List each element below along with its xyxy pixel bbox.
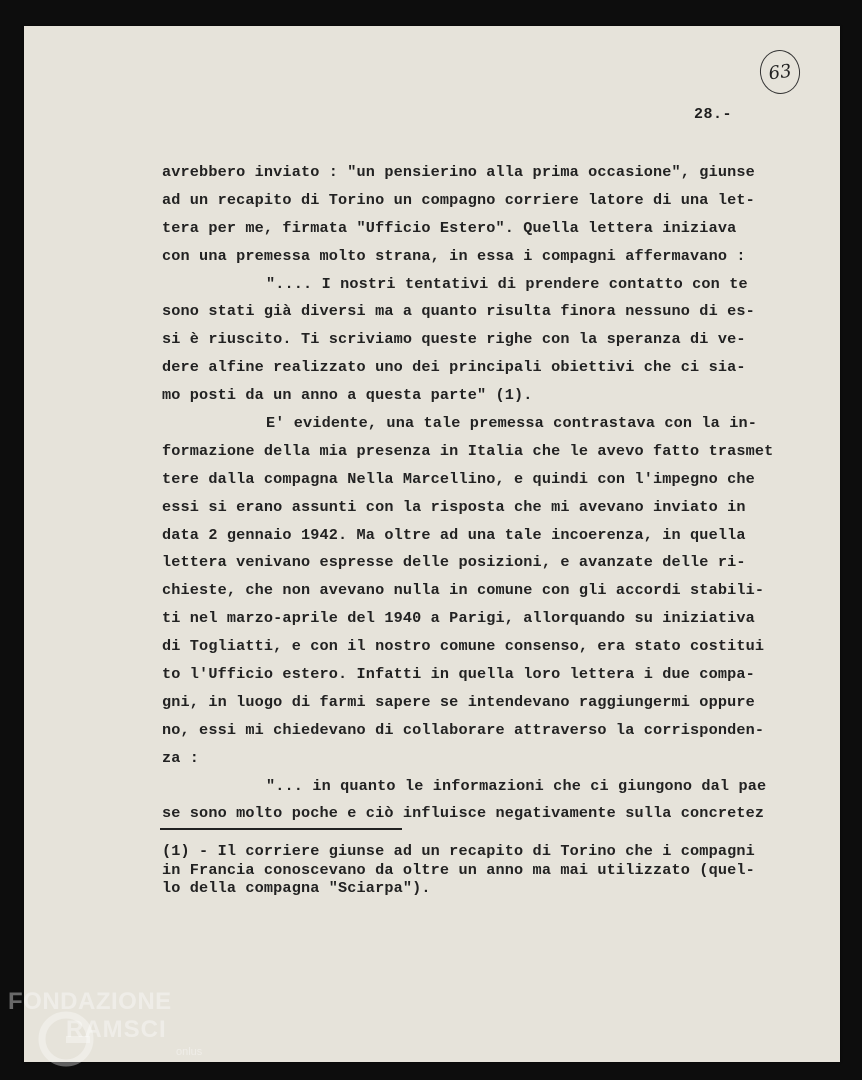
text-line-quote-start: ".... I nostri tentativi di prendere contatto con te xyxy=(266,274,748,293)
text-line: tera per me, firmata "Ufficio Estero". Quella lettera iniziava xyxy=(162,218,737,237)
footnote-line: lo della compagna "Sciarpa"). xyxy=(162,879,431,897)
page-number: 28.- xyxy=(694,106,733,123)
text-line: dere alfine realizzato uno dei principali obiettivi che ci sia- xyxy=(162,358,746,377)
watermark-line1: FONDAZIONE xyxy=(8,988,172,1015)
text-line: to l'Ufficio estero. Infatti in quella loro lettera i due compa- xyxy=(162,665,755,684)
text-line: se sono molto poche e ciò influisce negativamente sulla concretez xyxy=(162,804,765,823)
text-line: ti nel marzo-aprile del 1940 a Parigi, allorquando su iniziativa xyxy=(162,609,755,628)
text-line: mo posti da un anno a questa parte" (1). xyxy=(162,386,533,405)
fondazione-gramsci-watermark xyxy=(8,988,238,1078)
text-line-quote-start: "... in quanto le informazioni che ci giungono dal pae xyxy=(266,776,767,795)
watermark-line2: RAMSCI xyxy=(66,1016,167,1043)
text-line: no, essi mi chiedevano di collaborare attraverso la corrisponden- xyxy=(162,720,765,739)
text-line: con una premessa molto strana, in essa i compagni affermavano : xyxy=(162,246,746,265)
archive-number: 63 xyxy=(767,60,793,84)
text-line: essi si erano assunti con la risposta che mi avevano inviato in xyxy=(162,497,746,516)
watermark-suffix: onlus xyxy=(176,1046,203,1058)
text-line: formazione della mia presenza in Italia che le avevo fatto trasmet xyxy=(162,441,774,460)
text-line: data 2 gennaio 1942. Ma oltre ad una tale incoerenza, in quella xyxy=(162,525,746,544)
text-line-paragraph-start: E' evidente, una tale premessa contrastava con la in- xyxy=(266,414,757,433)
body-text xyxy=(162,162,812,831)
text-line: avrebbero inviato : "un pensierino alla prima occasione", giunse xyxy=(162,163,755,181)
text-line: sono stati già diversi ma a quanto risulta finora nessuno di es- xyxy=(162,302,755,321)
footnote-line: in Francia conoscevano da oltre un anno ma mai utilizzato (quel- xyxy=(162,860,755,879)
text-line: lettera venivano espresse delle posizioni, e avanzate delle ri- xyxy=(162,553,746,572)
text-line: chieste, che non avevano nulla in comune con gli accordi stabili- xyxy=(162,581,765,600)
text-line: gni, in luogo di farmi sapere se intendevano raggiungermi oppure xyxy=(162,692,755,711)
text-line: ad un recapito di Torino un compagno corriere latore di una let- xyxy=(162,190,755,209)
text-line: za : xyxy=(162,748,200,767)
footnote-line: (1) - Il corriere giunse ad un recapito di Torino che i compagni xyxy=(162,842,755,860)
text-line: di Togliatti, e con il nostro comune consenso, era stato costitui xyxy=(162,637,765,656)
text-line: tere dalla compagna Nella Marcellino, e quindi con l'impegno che xyxy=(162,469,755,488)
text-line: si è riuscito. Ti scriviamo queste righe con la speranza di ve- xyxy=(162,330,746,349)
footnote-separator xyxy=(160,828,402,830)
footnote xyxy=(162,842,812,898)
